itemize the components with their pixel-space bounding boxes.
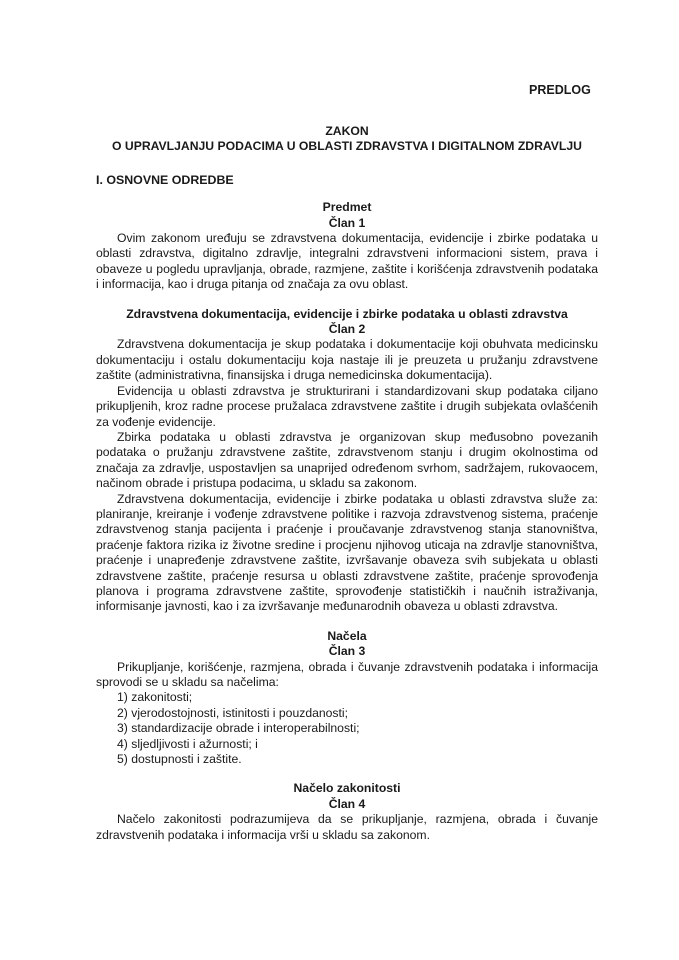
law-title: ZAKON xyxy=(325,124,369,138)
list-item: 1) zakonitosti; xyxy=(117,690,193,705)
article-number: Član 2 xyxy=(328,322,366,337)
paragraph: Načelo zakonitosti podrazumijeva da se prikupljanje, razmjena, obrada i čuvanje zdravstvenih podataka i informacija vrši u skladu sa zakonom. xyxy=(96,812,598,842)
article-2 xyxy=(96,307,598,615)
paragraph: Prikupljanje, korišćenje, razmjena, obrada i čuvanje zdravstvenih podataka i informacija sprovodi se u skladu sa načelima: xyxy=(96,659,598,689)
article-heading: Načela xyxy=(327,628,367,643)
article-1 xyxy=(96,200,598,292)
paragraph: Evidencija u oblasti zdravstva je strukturirani i standardizovani skup podataka ciljano prikupljenih, kroz radne procese pružalaca zdravstvene zaštite i drugih subjekata ovlašćenih za vođenje evidencije. xyxy=(96,383,598,429)
article-heading: Načelo zakonitosti xyxy=(293,781,401,796)
article-number: Član 4 xyxy=(328,796,366,811)
article-number: Član 1 xyxy=(328,215,366,230)
list-item: 3) standardizacije obrade i interoperabilnosti; xyxy=(117,721,360,736)
paragraph: Ovim zakonom uređuju se zdravstvena dokumentacija, evidencije i zbirke podataka u oblasti zdravstva, digitalno zdravlje, integralni zdravstveni informacioni sistem, prava i obaveze u pogledu upravljanja, obrade, razmjene, zaštite i korišćenja zdravstvenih podataka i informacija, kao i druga pitanja od značaja za ovu oblast. xyxy=(96,231,598,292)
list-item: 4) sljedljivosti i ažurnosti; i xyxy=(117,736,258,751)
section-heading: I. OSNOVNE ODREDBE xyxy=(96,172,234,187)
list-item: 5) dostupnosti i zaštite. xyxy=(117,752,242,767)
article-heading: Predmet xyxy=(322,200,372,215)
draft-stamp: PREDLOG xyxy=(529,83,591,97)
article-3 xyxy=(96,629,598,768)
document-page xyxy=(96,0,598,843)
article-number: Član 3 xyxy=(328,644,366,659)
article-heading: Zdravstvena dokumentacija, evidencije i zbirke podataka u oblasti zdravstva xyxy=(126,306,568,321)
list-item: 2) vjerodostojnosti, istinitosti i pouzdanosti; xyxy=(117,705,349,720)
article-4 xyxy=(96,781,598,843)
paragraph: Zbirka podataka u oblasti zdravstva je organizovan skup međusobno povezanih podataka o pružanju zdravstvene zaštite, zdravstvenom stanju i drugim okolnostima od značaja za zdravlje, uspostavljen sa unaprijed određenom svrhom, sadržajem, rukovaocem, načinom obrade i pristupa podacima, u skladu sa zakonom. xyxy=(96,429,598,491)
paragraph: Zdravstvena dokumentacija je skup podataka i dokumentacije koji obuhvata medicinsku dokumentaciju i ostalu dokumentaciju koja nastaje ili je preuzeta u pružanju zdravstvene zaštite (administrativna, finansijska i druga nemedicinska dokumentacija). xyxy=(96,337,598,383)
principles-list xyxy=(96,690,598,767)
paragraph: Zdravstvena dokumentacija, evidencije i zbirke podataka u oblasti zdravstva služe za: planiranje, kreiranje i vođenje zdravstvene politike i razvoja zdravstvenog sistema, praćenje zdravstvenog stanja pacijenta i praćenje i proučavanje zdravstvenog stanja stanovništva, praćenje faktora rizika iz životne sredine i procjenu njihovog uticaja na zdravlje stanovništva, praćenje i unapređenje zdravstvene zaštite, izvršavanje obaveza svih subjekata u oblasti zdravstvene zaštite, praćenje resursa u oblasti zdravstvene zaštite, praćenje sprovođenja planova i programa zdravstvene zaštite, sprovođenje statističkih i naučnih istraživanja, informisanje javnosti, kao i za izvršavanje međunarodnih obaveza u oblasti zdravstva. xyxy=(96,491,598,614)
law-subtitle: O UPRAVLJANJU PODACIMA U OBLASTI ZDRAVSTVA I DIGITALNOM ZDRAVLJU xyxy=(112,139,582,154)
